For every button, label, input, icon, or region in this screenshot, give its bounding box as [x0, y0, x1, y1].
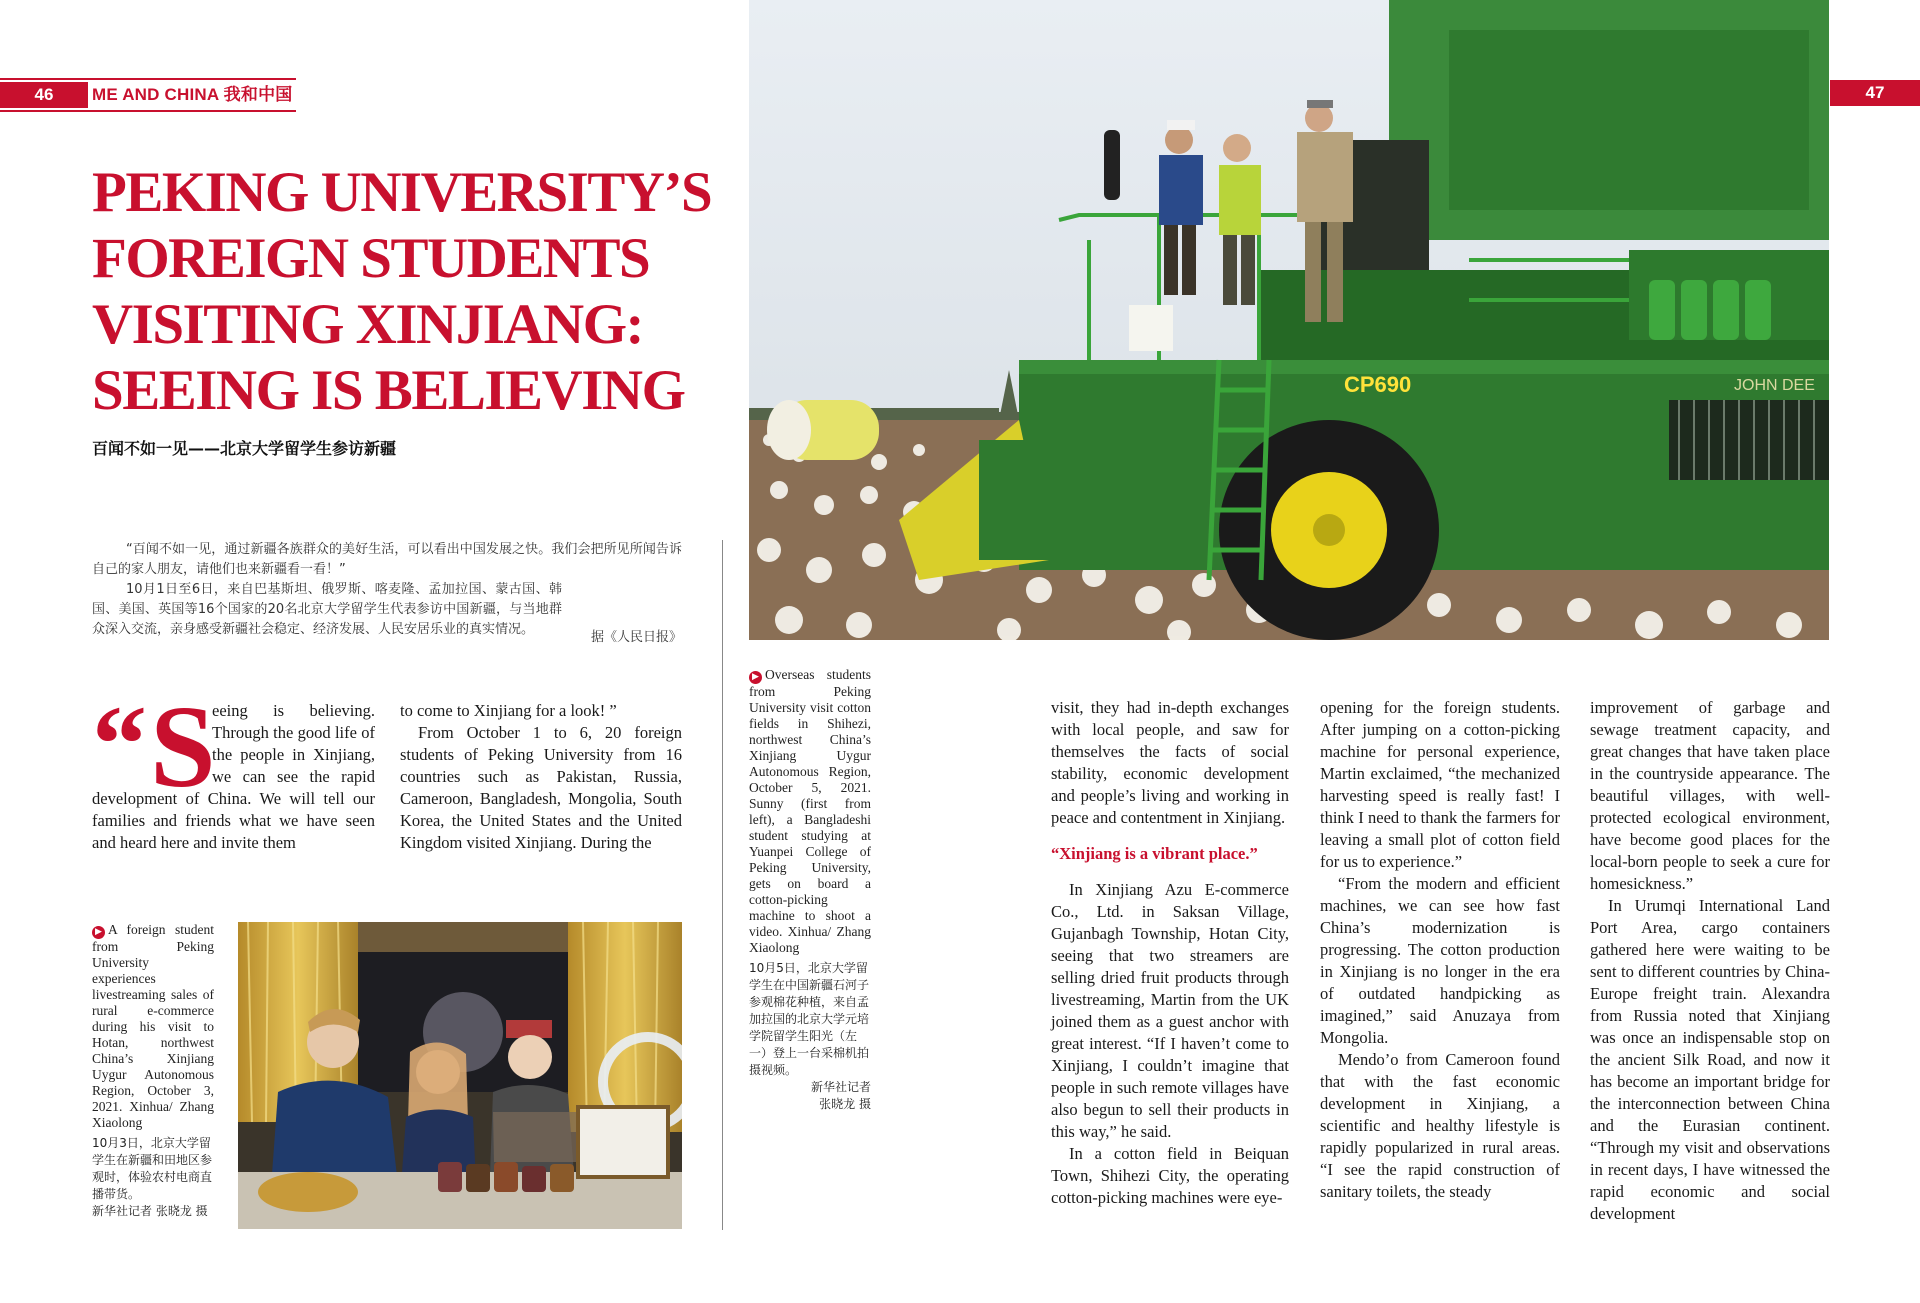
col4-paragraph-2: “From the modern and efficient machines, we can see how fast China’s modernization is progressing. The cotton production in Xinjiang is no longer in the era of outdated handpicking as imagined,” said Anuzaya from Mongolia.: [1320, 874, 1560, 1047]
cotton-caption-cn: 10月5日，北京大学留学生在中国新疆石河子参观棉花种植，来自孟加拉国的北京大学元培学院留学生阳光（左一）登上一台采棉机拍摄视频。: [749, 961, 870, 1077]
header-rule-top: [0, 78, 296, 80]
livestream-caption: [92, 922, 214, 1220]
col2-paragraph-2: From October 1 to 6, 20 foreign students of Peking University from 16 countries such as Pakistan, Russia, Cameroon, Bangladesh, Mongolia, South Korea, the United States and the United Kingdom visited Xinjiang. During the: [400, 723, 682, 852]
livestream-photo-art: [238, 922, 682, 1229]
title-line-2: FOREIGN STUDENTS: [92, 227, 650, 290]
header-rule-bottom: [0, 110, 296, 112]
cotton-field-photo: [749, 0, 1829, 640]
article-title: [92, 160, 712, 424]
cotton-caption: [749, 667, 871, 1113]
title-line-1: PEKING UNIVERSITY’S: [92, 161, 712, 224]
cotton-caption-en: [749, 667, 871, 956]
caption-arrow-icon: ▶: [92, 926, 105, 939]
col4-paragraph-1: opening for the foreign students. After jumping on a cotton-picking machine for personal experience, Martin exclaimed, “the mechanized harvesting speed is really fast! I think I need to thank the farmers for leaving a small plot of cotton field for us to experience.”: [1320, 698, 1560, 871]
caption-arrow-icon-2: ▶: [749, 671, 762, 684]
page-number-left: 46: [0, 82, 88, 108]
col1-lead-paragraph: [92, 700, 375, 854]
column-divider: [722, 540, 723, 1230]
col5-paragraph-1: improvement of garbage and sewage treatment capacity, and great changes that have taken place in the countryside appearance. The beautiful villages, with well-protected ecological environment, have become good places for the local-born people to seek a cure for homesickness.”: [1590, 698, 1830, 893]
title-line-3: VISITING XINJIANG:: [92, 293, 644, 356]
dropcap-letter: S: [150, 681, 216, 812]
page-number-right: 47: [1830, 80, 1920, 106]
cotton-caption-credit-2: 张晓龙 摄: [819, 1097, 871, 1111]
col2-paragraph-1: to come to Xinjiang for a look! ”: [400, 701, 617, 720]
col5-paragraph-2: In Urumqi International Land Port Area, cargo containers gathered here were waiting to be sent to different countries by China-Europe freight train. Alexandra from Russia noted that Xinjiang was once an indispensable stop on the ancient Silk Road, and now it has become an important bridge for the interconnection between China and the Eurasian continent. “Through my visit and observations in recent days, I have witnessed the rapid economic and social development: [1590, 896, 1830, 1223]
livestream-caption-credit: 新华社记者 张晓龙 摄: [92, 1204, 208, 1218]
livestream-caption-cn: 10月3日，北京大学留学生在新疆和田地区参观时，体验农村电商直播带货。: [92, 1136, 213, 1201]
cotton-photo-art: [749, 0, 1829, 640]
livestream-photo: [238, 922, 682, 1229]
col1-lead-text: eeing is believing. Through the good life of the people in Xinjiang, we can see the rapid development of China. We will tell our families and friends what we have seen and heard here and invite them: [92, 701, 375, 852]
body-column-5: [1590, 697, 1830, 1225]
subtitle-chinese: 百闻不如一见——北京大学留学生参访新疆: [92, 439, 397, 458]
col3-paragraph-1: visit, they had in-depth exchanges with local people, and saw for themselves the facts of social stability, economic development and people’s living and working in peace and contentment in Xinjiang.: [1051, 698, 1289, 827]
col3-paragraph-3: In a cotton field in Beiquan Town, Shihezi City, the operating cotton-picking machines were eye-: [1051, 1144, 1289, 1207]
dropcap-quote-mark: “: [92, 683, 139, 805]
intro-cn-paragraph-2: 10月1日至6日，来自巴基斯坦、俄罗斯、喀麦隆、孟加拉国、蒙古国、韩国、美国、英国等16个国家的20名北京大学留学生代表参访中国新疆，与当地群众深入交流，亲身感受新疆社会稳定、经济发展、人民安居乐业的真实情况。: [92, 582, 562, 637]
machine-brand-label: JOHN DEE: [1734, 377, 1815, 394]
livestream-caption-en-text: A foreign student from Peking University experiences livestreaming sales of rural e-commerce during his visit to Hotan, northwest China’s Xinjiang Uygur Autonomous Region, October 3, 2021. Xinhua/ Zhang Xiaolong: [92, 922, 214, 1130]
title-line-4: SEEING IS BELIEVING: [92, 359, 685, 422]
side-mirror: [1104, 130, 1120, 200]
body-column-2: [400, 700, 682, 854]
intro-cn-source: 据《人民日报》: [590, 630, 682, 645]
body-column-1: [92, 700, 375, 854]
intro-cn-paragraph-1: “百闻不如一见，通过新疆各族群众的美好生活，可以看出中国发展之快。我们会把所见所闻告诉自己的家人朋友，请他们也来新疆看一看！”: [92, 542, 682, 577]
machine-model-label: CP690: [1344, 372, 1412, 397]
picture-frame: [578, 1107, 668, 1177]
col3-paragraph-2: In Xinjiang Azu E-commerce Co., Ltd. in Saksan Village, Gujanbagh Township, Hotan City, seeing that two streamers are selling dried fruit products through livestreaming, Martin from the UK joined them as a guest anchor with great interest. “If I haven’t come to Xinjiang, I couldn’t imagine that people in such remote villages have also begun to sell their products in this way,” he said.: [1051, 880, 1289, 1141]
product-jars: [438, 1162, 574, 1192]
section-label: ME AND CHINA 我和中国: [92, 85, 293, 104]
body-column-4: [1320, 697, 1560, 1203]
dropcap-spacer: [92, 700, 212, 788]
cotton-bale: [767, 400, 879, 460]
bucket: [1129, 305, 1173, 351]
livestream-caption-en: [92, 922, 214, 1131]
col4-paragraph-3: Mendo’o from Cameroon found that with the fast economic development in Xinjiang, a scientific and healthy lifestyle is rapidly popularized in rural areas. “I see the rapid construction of sanitary toilets, the steady: [1320, 1050, 1560, 1201]
intro-chinese: [92, 540, 682, 648]
col3-subheading: “Xinjiang is a vibrant place.”: [1051, 844, 1258, 863]
cotton-caption-en-text: Overseas students from Peking University visit cotton fields in Shihezi, northwest China’s Xinjiang Uygur Autonomous Region, October 5, 2021. Sunny (first from left), a Bangladeshi student studying at Yuanpei College of Peking University, gets on board a cotton-picking machine to shoot a video. Xinhua/ Zhang Xiaolong: [749, 667, 871, 955]
cotton-caption-credit-1: 新华社记者: [810, 1080, 871, 1094]
body-column-3: [1051, 697, 1289, 1209]
basket: [258, 1172, 358, 1212]
